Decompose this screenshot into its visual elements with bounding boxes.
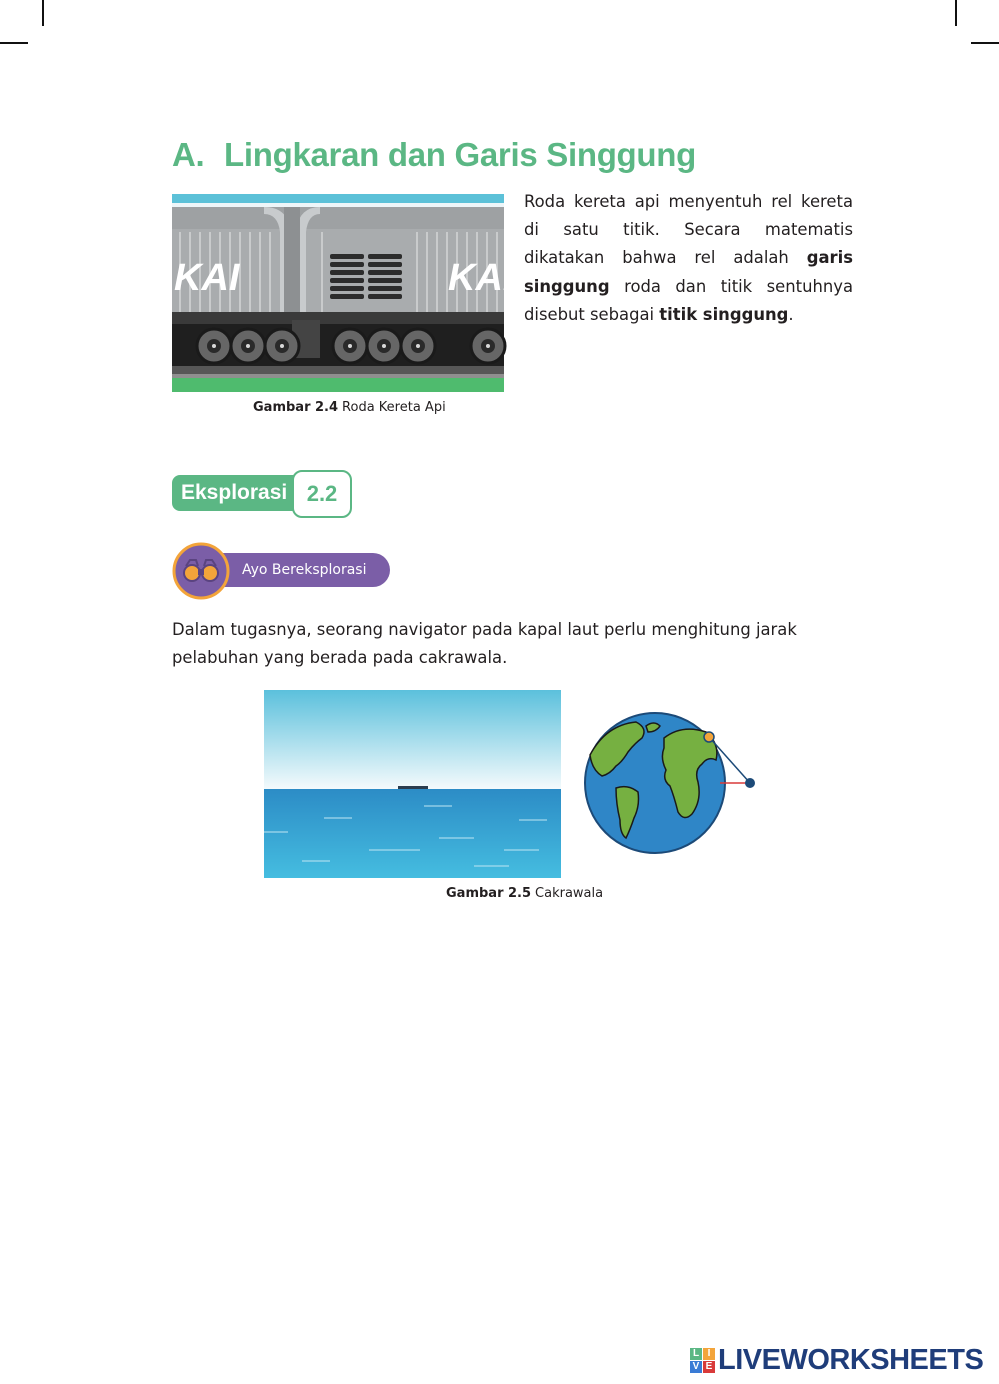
exploration-number: 2.2 (292, 470, 352, 518)
section-letter: A. (172, 136, 205, 173)
section-title-text: Lingkaran dan Garis Singgung (224, 136, 696, 173)
figure-2-5-caption-text: Cakrawala (535, 886, 604, 901)
intro-text-2: roda dan titik sentuhnya disebut sebagai (524, 276, 853, 324)
intro-paragraph (524, 188, 853, 329)
crop-mark-tr-vertical (955, 0, 957, 26)
exploration-badge (172, 470, 350, 516)
kai-logo-right: KAI (448, 257, 514, 299)
kai-logo-left: KAI (174, 257, 240, 299)
intro-text-3: . (788, 304, 794, 324)
figure-2-5-caption-label: Gambar 2.5 (446, 886, 532, 901)
logo-letter-e: E (703, 1361, 715, 1373)
figure-2-4-caption-label: Gambar 2.4 (253, 400, 339, 415)
exploration-label: Eksplorasi (172, 475, 322, 511)
activity-label: Ayo Bereksplorasi (198, 553, 390, 587)
liveworksheets-logo[interactable] (690, 1344, 983, 1376)
activity-banner (172, 542, 392, 600)
crop-mark-tr-horizontal (971, 42, 999, 44)
figure-2-5-caption (446, 886, 603, 901)
liveworksheets-logo-mark (690, 1348, 715, 1373)
logo-letter-v: V (690, 1361, 702, 1373)
intro-text-1: Roda kereta api menyentuh rel kereta di satu titik. Secara matematis dikatakan bahwa rel adalah (524, 192, 853, 268)
intro-term-titik-singgung: titik singgung (659, 304, 789, 324)
logo-letter-l: L (690, 1348, 702, 1360)
section-title (172, 136, 696, 174)
intro-term-garis-singgung: garis singgung (524, 248, 853, 296)
navigator-paragraph: Dalam tugasnya, seorang navigator pada kapal laut perlu menghitung jarak pelabuhan yang berada pada cakrawala. (172, 620, 797, 668)
horizon-sea-illustration (264, 690, 561, 878)
binoculars-icon (172, 542, 230, 600)
crop-mark-tl-vertical (42, 0, 44, 26)
figure-2-4-caption (253, 400, 446, 415)
liveworksheets-brand-text: LIVEWORKSHEETS (718, 1343, 984, 1376)
crop-mark-tl-horizontal (0, 42, 28, 44)
train-wheels-illustration (172, 194, 514, 392)
earth-tangent-illustration (576, 700, 766, 860)
logo-letter-i: I (703, 1348, 715, 1360)
figure-2-4-caption-text: Roda Kereta Api (342, 400, 446, 415)
